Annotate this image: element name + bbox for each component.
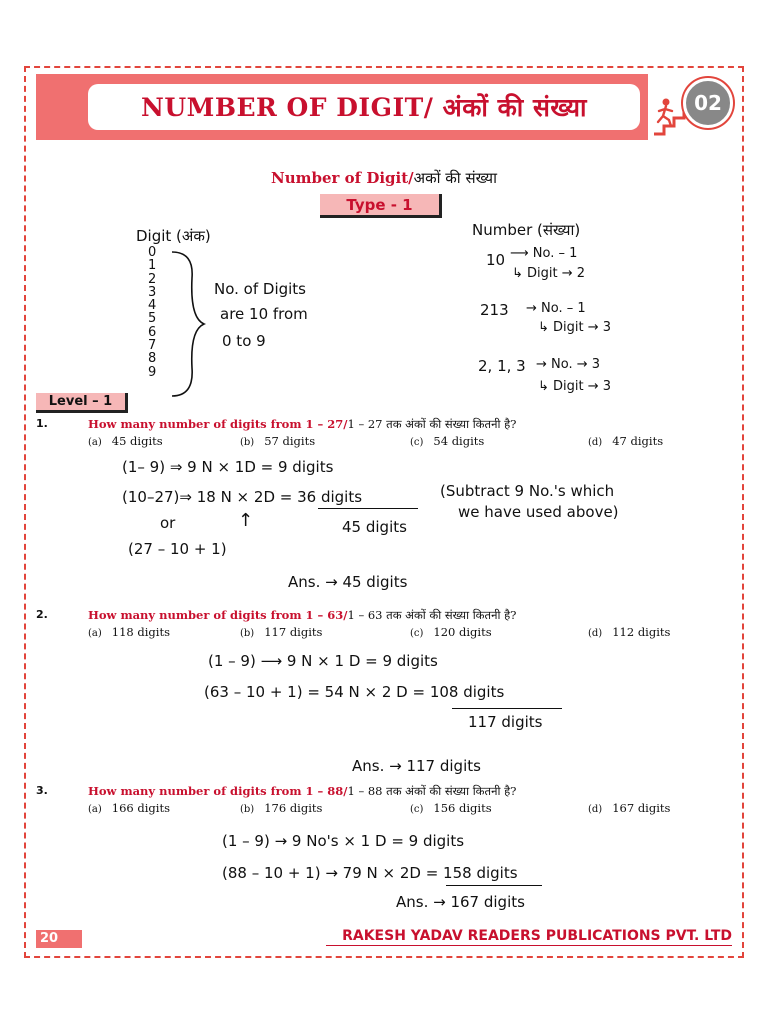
page-number: 20 bbox=[36, 930, 82, 948]
option-d: (d) 47 digits bbox=[588, 434, 664, 448]
example-number: 213 bbox=[480, 301, 509, 319]
option-a: (a) 166 digits bbox=[88, 801, 170, 815]
question-number: 2. bbox=[36, 608, 48, 621]
page-title: NUMBER OF DIGIT/ अंकों की संख्या bbox=[141, 93, 587, 122]
example-digit: ↳ Digit → 2 bbox=[512, 266, 586, 281]
section-title-hi: अकों की संख्या bbox=[413, 169, 497, 187]
solution-line: (1 – 9) → 9 No's × 1 D = 9 digits bbox=[222, 832, 465, 850]
digit-note-line: No. of Digits bbox=[214, 280, 306, 298]
question-number: 3. bbox=[36, 784, 48, 797]
solution-answer: Ans. → 45 digits bbox=[288, 573, 408, 591]
example-number: 2, 1, 3 bbox=[478, 357, 526, 375]
example-number: 10 bbox=[486, 251, 506, 269]
example-digit: ↳ Digit → 3 bbox=[538, 320, 612, 335]
digit-item: 6 bbox=[148, 324, 157, 340]
solution-note: (Subtract 9 No.'s which bbox=[440, 482, 615, 500]
sum-rule bbox=[452, 708, 562, 709]
digit-list bbox=[148, 246, 156, 379]
solution-line: (10–27)⇒ 18 N × 2D = 36 digits bbox=[122, 488, 363, 506]
solution-line: (63 – 10 + 1) = 54 N × 2 D = 108 digits bbox=[204, 683, 505, 701]
publisher-name: RAKESH YADAV READERS PUBLICATIONS PVT. LTD bbox=[326, 928, 732, 946]
option-b: (b) 176 digits bbox=[240, 801, 323, 815]
digit-note-line: 0 to 9 bbox=[222, 332, 266, 350]
digit-item: 5 bbox=[148, 311, 157, 327]
curly-brace bbox=[168, 248, 208, 400]
question-text: How many number of digits from 1 – 63/1 – 63 तक अंकों की संख्या कितनी है? bbox=[88, 608, 517, 622]
solution-sum: 117 digits bbox=[468, 713, 543, 731]
question-number: 1. bbox=[36, 417, 48, 430]
digit-heading: Digit (अंक) bbox=[136, 227, 211, 245]
option-c: (c) 54 digits bbox=[410, 434, 485, 448]
header-title-box bbox=[88, 84, 640, 130]
question-text: How many number of digits from 1 – 27/1 – 27 तक अंकों की संख्या कितनी है? bbox=[88, 417, 517, 431]
chapter-badge: 02 bbox=[683, 78, 733, 128]
digit-item: 8 bbox=[148, 351, 157, 367]
digit-item: 3 bbox=[148, 284, 157, 300]
option-b: (b) 117 digits bbox=[240, 625, 323, 639]
example-no: → No. → 3 bbox=[536, 357, 601, 372]
solution-note: we have used above) bbox=[458, 503, 619, 521]
solution-or: or bbox=[160, 514, 176, 532]
digit-item: 1 bbox=[148, 258, 157, 274]
example-no: → No. – 1 bbox=[526, 301, 586, 316]
option-a: (a) 118 digits bbox=[88, 625, 170, 639]
example-no: ⟶ No. – 1 bbox=[510, 246, 578, 261]
digit-note-line: are 10 from bbox=[220, 305, 308, 323]
digit-item: 7 bbox=[148, 338, 157, 354]
question-text: How many number of digits from 1 – 88/1 – 88 तक अंकों की संख्या कितनी है? bbox=[88, 784, 517, 798]
sum-rule bbox=[446, 885, 542, 886]
option-d: (d) 112 digits bbox=[588, 625, 671, 639]
solution-alt: (27 – 10 + 1) bbox=[128, 540, 227, 558]
option-b: (b) 57 digits bbox=[240, 434, 316, 448]
number-heading: Number (संख्या) bbox=[472, 221, 581, 239]
digit-item: 0 bbox=[148, 245, 157, 260]
solution-answer: Ans. → 167 digits bbox=[396, 893, 525, 911]
level-label: Level – 1 bbox=[36, 393, 128, 413]
example-digit: ↳ Digit → 3 bbox=[538, 379, 612, 394]
section-title bbox=[0, 168, 768, 188]
solution-line: (88 – 10 + 1) → 79 N × 2D = 158 digits bbox=[222, 864, 518, 882]
solution-sum: 45 digits bbox=[342, 518, 407, 536]
option-d: (d) 167 digits bbox=[588, 801, 671, 815]
sum-rule bbox=[318, 508, 418, 509]
arrow-up-icon: ↑ bbox=[238, 510, 254, 531]
section-title-en: Number of Digit/ bbox=[271, 169, 414, 187]
option-a: (a) 45 digits bbox=[88, 434, 163, 448]
solution-line: (1 – 9) ⟶ 9 N × 1 D = 9 digits bbox=[208, 652, 438, 670]
option-c: (c) 156 digits bbox=[410, 801, 492, 815]
digit-item: 9 bbox=[148, 364, 157, 380]
digit-item: 2 bbox=[148, 271, 157, 287]
type-label: Type - 1 bbox=[320, 194, 442, 218]
digit-item: 4 bbox=[148, 298, 157, 314]
solution-line: (1– 9) ⇒ 9 N × 1D = 9 digits bbox=[122, 458, 334, 476]
option-c: (c) 120 digits bbox=[410, 625, 492, 639]
solution-answer: Ans. → 117 digits bbox=[352, 757, 481, 775]
